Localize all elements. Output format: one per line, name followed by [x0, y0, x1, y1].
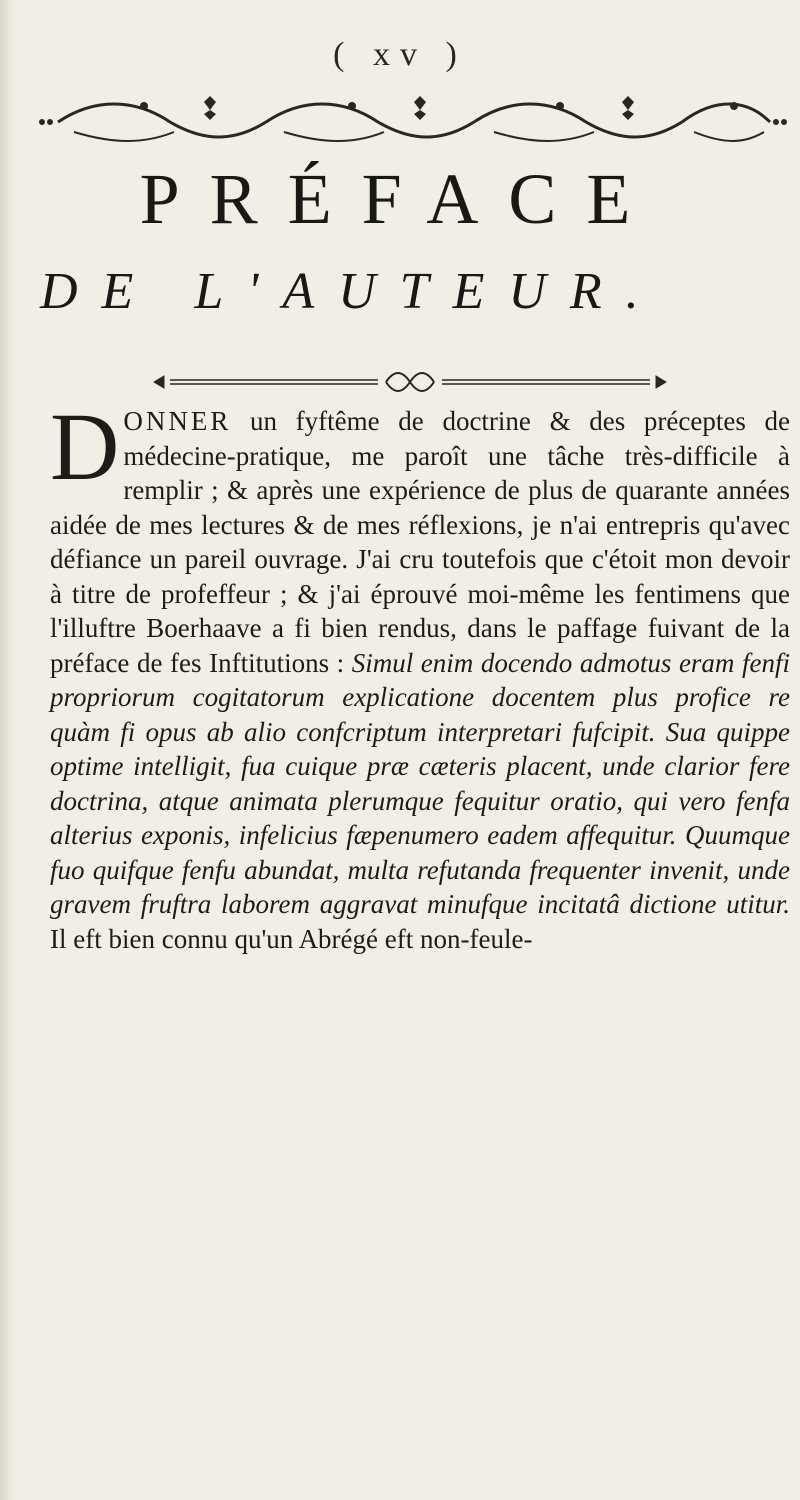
page-title: PRÉFACE: [139, 159, 661, 239]
body-paragraph: [50, 393, 790, 956]
page-subtitle: DE L'AUTEUR.: [40, 263, 663, 320]
drop-cap: D: [50, 393, 120, 500]
page-number: ( xv ): [333, 36, 467, 73]
latin-quotation: Simul enim docendo admotus eram fenfi propriorum cogitatorum explicatione docentem plus profice re quàm fi opus ab alio confcriptum interpretari fufcipit. Sua quippe optime intelligit, fua cuique præ cæteris placent, unde clarior fere doctrina, atque animata plerumque fequitur oratio, qui vero fenfa alterius exponis, infelicius fæpenumero eadem affequitur. Quumque fuo quifque fenfu abundat, multa refutanda frequenter invenit, unde gravem fruftra laborem aggravat minufque incitatâ dictione utitur.: [50, 647, 790, 919]
page-edge-shadow: [0, 0, 14, 1500]
closing-text: Il eft bien connu qu'un Abrégé eft non-feule-: [50, 923, 533, 954]
ornamental-header-band-icon: [34, 92, 792, 144]
first-word-small-caps: ONNER: [123, 406, 232, 436]
decorative-rule-icon: [150, 368, 670, 396]
french-text: un fyftême de doctrine & des préceptes de médecine-pratique, me paroît une tâche très-difficile à remplir ; & après une expérience de plus de quarante années aidée de mes lectures & de mes réflexions, je n'ai entrepris qu'avec défiance un pareil ouvrage. J'ai cru toutefois que c'étoit mon devoir à titre de profeffeur ; & j'ai éprouvé moi-même les fentimens que l'illuftre Boerhaave a fi bien rendus, dans le paffage fuivant de la préface de fes Inftitutions :: [50, 406, 790, 678]
